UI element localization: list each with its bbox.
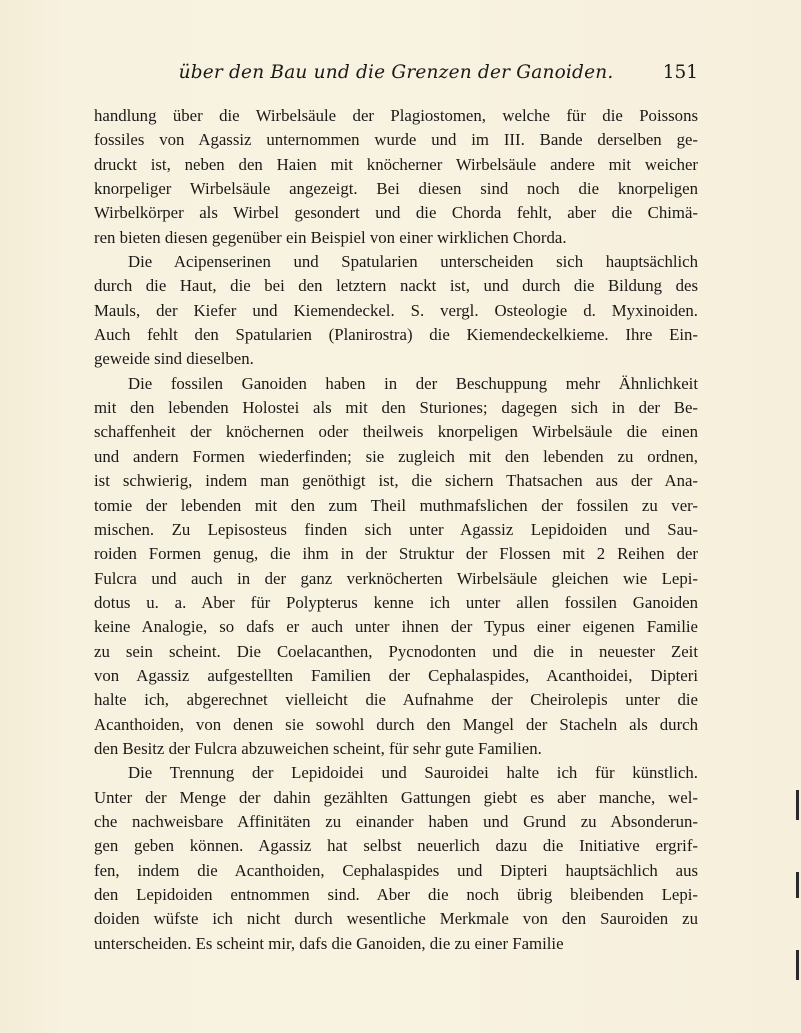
text-line: fen, indem die Acanthoiden, Cephalaspides und Dipteri hauptsächlich aus (94, 860, 698, 880)
text-line: den Lepidoiden entnommen sind. Aber die noch übrig bleibenden Lepi- (94, 885, 698, 904)
text-line: geweide sind dieselben. (94, 349, 254, 369)
text-line: tomie der lebenden mit den zum Theil muthmafslichen der fossilen zu ver- (94, 495, 698, 515)
text-line: Fulcra und auch in der ganz verknöcherten Wirbelsäule gleichen wie Lepi- (94, 568, 698, 588)
text-line: Die fossilen Ganoiden haben in der Beschuppung mehr Ähnlichkeit (128, 373, 698, 393)
text-line: Unter der Menge der dahin gezählten Gattungen giebt es aber manche, wel- (94, 787, 698, 807)
text-line: halte ich, abgerechnet vielleicht die Aufnahme der Cheirolepis unter die (94, 690, 698, 710)
text-line: von Agassiz aufgestellten Familien der Cephalaspides, Acanthoidei, Dipteri (94, 665, 698, 685)
right-edge-mark (796, 790, 799, 820)
text-line: ren bieten diesen gegenüber ein Beispiel von einer wirklichen Chorda. (94, 227, 567, 247)
body-text (94, 104, 698, 956)
text-line: und andern Formen wiederfinden; sie zugleich mit den lebenden zu ordnen, (94, 446, 698, 466)
text-line: doiden wüfste ich nicht durch wesentliche Merkmale von den Sauroiden zu (94, 909, 698, 929)
text-line: fossiles von Agassiz unternommen wurde und im III. Bande derselben ge- (94, 130, 698, 150)
text-line: roiden Formen genug, die ihm in der Struktur der Flossen mit 2 Reihen der (94, 544, 698, 564)
text-line: knorpeliger Wirbelsäule angezeigt. Bei diesen sind noch die knorpeligen (94, 179, 698, 199)
text-line: Die Acipenserinen und Spatularien unterscheiden sich hauptsächlich (128, 252, 698, 272)
text-line: Acanthoiden, von denen sie sowohl durch den Mangel der Stacheln als durch (94, 714, 698, 734)
text-line: durch die Haut, die bei den letztern nackt ist, und durch die Bildung des (94, 276, 698, 296)
running-title: über den Bau und die Grenzen der Ganoiden. (178, 62, 614, 83)
text-line: zu sein scheint. Die Coelacanthen, Pycnodonten und die in neuester Zeit (94, 641, 698, 661)
text-line: Auch fehlt den Spatularien (Planirostra) die Kiemendeckelkieme. Ihre Ein- (94, 325, 698, 345)
page-header (94, 62, 698, 90)
page-number: 151 (662, 62, 698, 83)
text-line: mit den lebenden Holostei als mit den Sturiones; dagegen sich in der Be- (94, 398, 698, 418)
text-line: che nachweisbare Affinitäten zu einander haben und Grund zu Absonderun- (94, 811, 698, 831)
right-edge-mark (796, 872, 799, 898)
right-edge-mark (796, 950, 799, 980)
text-line: Mauls, der Kiefer und Kiemendeckel. S. vergl. Osteologie d. Myxinoiden. (94, 300, 698, 320)
text-line: Die Trennung der Lepidoidei und Sauroidei halte ich für künstlich. (128, 763, 698, 783)
text-line: gen geben können. Agassiz hat selbst neuerlich dazu die Initiative ergrif- (94, 836, 698, 856)
text-line: ist schwierig, indem man genöthigt ist, die sichern Thatsachen aus der Ana- (94, 471, 698, 491)
text-line: schaffenheit der knöchernen oder theilweis knorpeligen Wirbelsäule die einen (94, 422, 698, 442)
text-line: Wirbelkörper als Wirbel gesondert und die Chorda fehlt, aber die Chimä- (94, 203, 698, 223)
text-line: den Besitz der Fulcra abzuweichen scheint, für sehr gute Familien. (94, 738, 542, 758)
text-line: keine Analogie, so dafs er auch unter ihnen der Typus einer eigenen Familie (94, 617, 698, 637)
text-line: handlung über die Wirbelsäule der Plagiostomen, welche für die Poissons (94, 106, 698, 125)
text-line: druckt ist, neben den Haien mit knöcherner Wirbelsäule andere mit weicher (94, 154, 698, 174)
text-line: dotus u. a. Aber für Polypterus kenne ich unter allen fossilen Ganoiden (94, 592, 698, 612)
text-line: mischen. Zu Lepisosteus finden sich unter Agassiz Lepidoiden und Sau- (94, 519, 698, 539)
text-line: unterscheiden. Es scheint mir, dafs die Ganoiden, die zu einer Familie (94, 933, 564, 953)
